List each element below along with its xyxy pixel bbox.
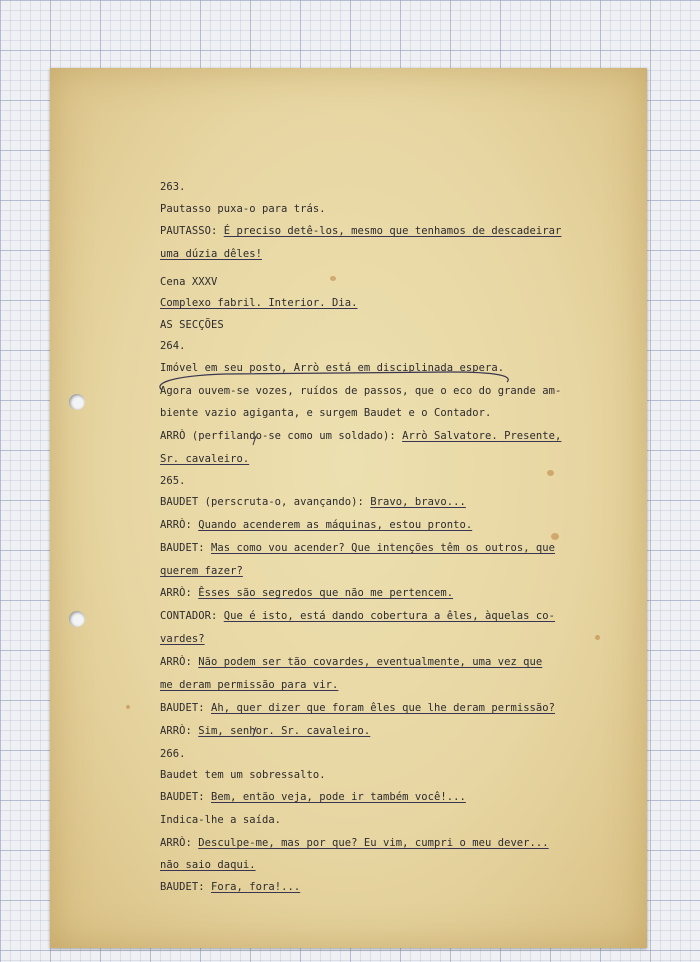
text-line: ARRÒ: Sim, senhor. Sr. cavaleiro.	[160, 725, 371, 737]
typed-page	[50, 68, 647, 948]
text-line: BAUDET: Ah, quer dizer que foram êles que lhe deram permissão?	[160, 702, 556, 714]
text-line: ARRÒ: Quando acenderem as máquinas, estou pronto.	[160, 519, 473, 531]
punch-hole	[69, 611, 85, 627]
text-line: Cena XXXV	[160, 276, 218, 288]
text-line: Imóvel em seu posto, Arrò está em disciplinada espera.	[160, 362, 505, 374]
text-line: Pautasso puxa-o para trás.	[160, 203, 326, 215]
text-line: ARRÒ: Não podem ser tão covardes, eventualmente, uma vez que	[160, 656, 543, 668]
text-line: ARRÒ: Desculpe-me, mas por que? Eu vim, cumpri o meu dever...	[160, 837, 549, 849]
text-line: não saio daqui.	[160, 859, 256, 871]
text-line: BAUDET: Mas como vou acender? Que intenções têm os outros, que	[160, 542, 556, 554]
text-line: Agora ouvem-se vozes, ruídos de passos, que o eco do grande am-	[160, 385, 562, 397]
text-line: Baudet tem um sobressalto.	[160, 769, 326, 781]
text-line: Indica-lhe a saída.	[160, 814, 282, 826]
stain	[330, 276, 336, 281]
text-line: querem fazer?	[160, 565, 243, 577]
text-line: ARRÒ: Êsses são segredos que não me pertencem.	[160, 587, 454, 599]
text-line: Complexo fabril. Interior. Dia.	[160, 297, 358, 309]
stain	[126, 705, 130, 709]
text-line: biente vazio agiganta, e surgem Baudet e o Contador.	[160, 407, 492, 419]
stain	[551, 533, 559, 540]
handwritten-bracket-mark	[50, 68, 647, 948]
text-line: 264.	[160, 340, 186, 352]
text-line: Sr. cavaleiro.	[160, 453, 250, 465]
page-number: 263.	[160, 181, 186, 193]
text-line: vardes?	[160, 633, 205, 645]
text-line: BAUDET: Bem, então veja, pode ir também você!...	[160, 791, 466, 803]
stain	[547, 470, 554, 476]
text-line: uma dúzia dêles!	[160, 248, 262, 260]
text-line: BAUDET (perscruta-o, avançando): Bravo, bravo...	[160, 496, 466, 508]
stain	[595, 635, 600, 640]
text-line: 266.	[160, 748, 186, 760]
text-line: PAUTASSO: É preciso detê-los, mesmo que tenhamos de descadeirar	[160, 225, 562, 237]
text-line: BAUDET: Fora, fora!...	[160, 881, 301, 893]
text-line: CONTADOR: Que é isto, está dando cobertura a êles, àquelas co-	[160, 610, 556, 622]
text-line: me deram permissão para vir.	[160, 679, 339, 691]
punch-hole	[69, 394, 85, 410]
text-line: ARRÒ (perfilando-se como um soldado): Arrò Salvatore. Presente,	[160, 430, 562, 442]
text-line: 265.	[160, 475, 186, 487]
text-line: AS SECÇÕES	[160, 319, 224, 331]
